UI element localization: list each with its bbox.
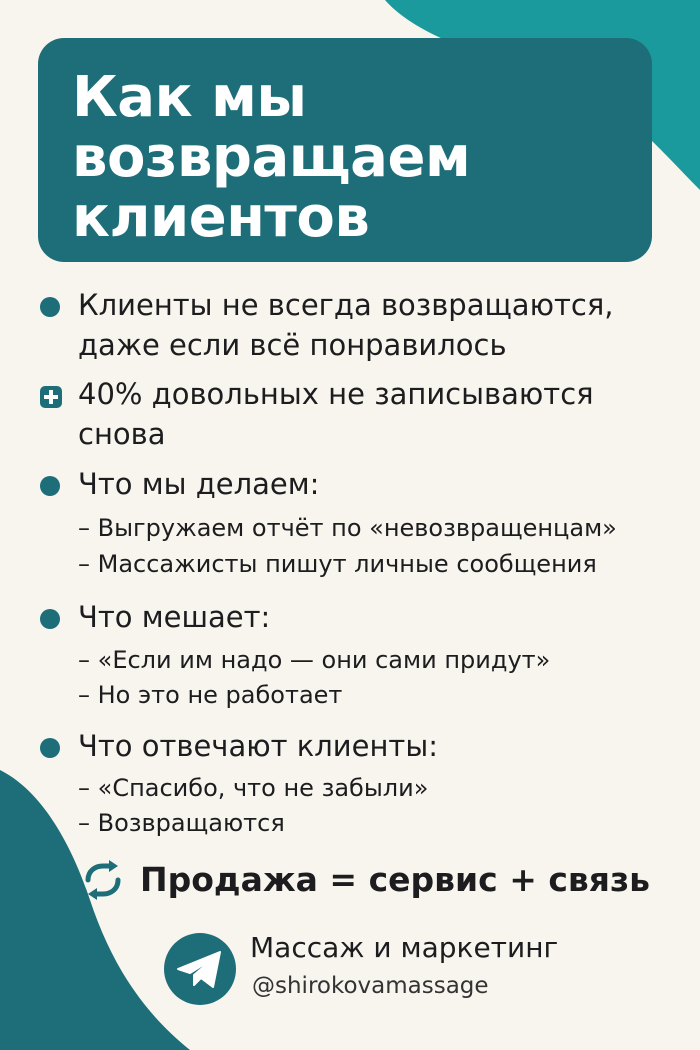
bullet-dot-icon: [40, 609, 60, 629]
brand-name: Массаж и маркетинг: [250, 931, 559, 964]
slogan-text: Продажа = сервис + связь: [140, 860, 651, 899]
point-text-line-2: снова: [78, 417, 166, 451]
subitem: – Выгружаем отчёт по «невозвращенцам»: [78, 514, 617, 542]
subitem: – Но это не работает: [78, 681, 343, 709]
point-heading: Что отвечают клиенты:: [78, 729, 438, 763]
subitem: – «Если им надо — они сами придут»: [78, 646, 551, 674]
subitem: – Массажисты пишут личные сообщения: [78, 550, 597, 578]
title-line-1: Как мы: [72, 65, 307, 130]
bullet-dot-icon: [40, 297, 60, 317]
title-banner: [38, 38, 652, 262]
point-heading: Что мешает:: [78, 600, 271, 634]
subitem: – Возвращаются: [78, 809, 285, 837]
cycle-arrows-icon: [80, 860, 126, 900]
bullet-dot-icon: [40, 476, 60, 496]
plus-square-icon: [40, 386, 62, 408]
point-text-line-1: Клиенты не всегда возвращаются,: [78, 288, 614, 322]
title-line-3: клиентов: [72, 185, 370, 250]
point-heading: Что мы делаем:: [78, 467, 320, 501]
subitem: – «Спасибо, что не забыли»: [78, 774, 429, 802]
bullet-dot-icon: [40, 738, 60, 758]
brand-handle[interactable]: @shirokovamassage: [252, 973, 489, 999]
point-text-line-1: 40% довольных не записываются: [78, 377, 594, 411]
telegram-icon[interactable]: [164, 933, 236, 1005]
title-line-2: возвращаем: [72, 125, 471, 190]
point-text-line-2: даже если всё понравилось: [78, 328, 507, 362]
